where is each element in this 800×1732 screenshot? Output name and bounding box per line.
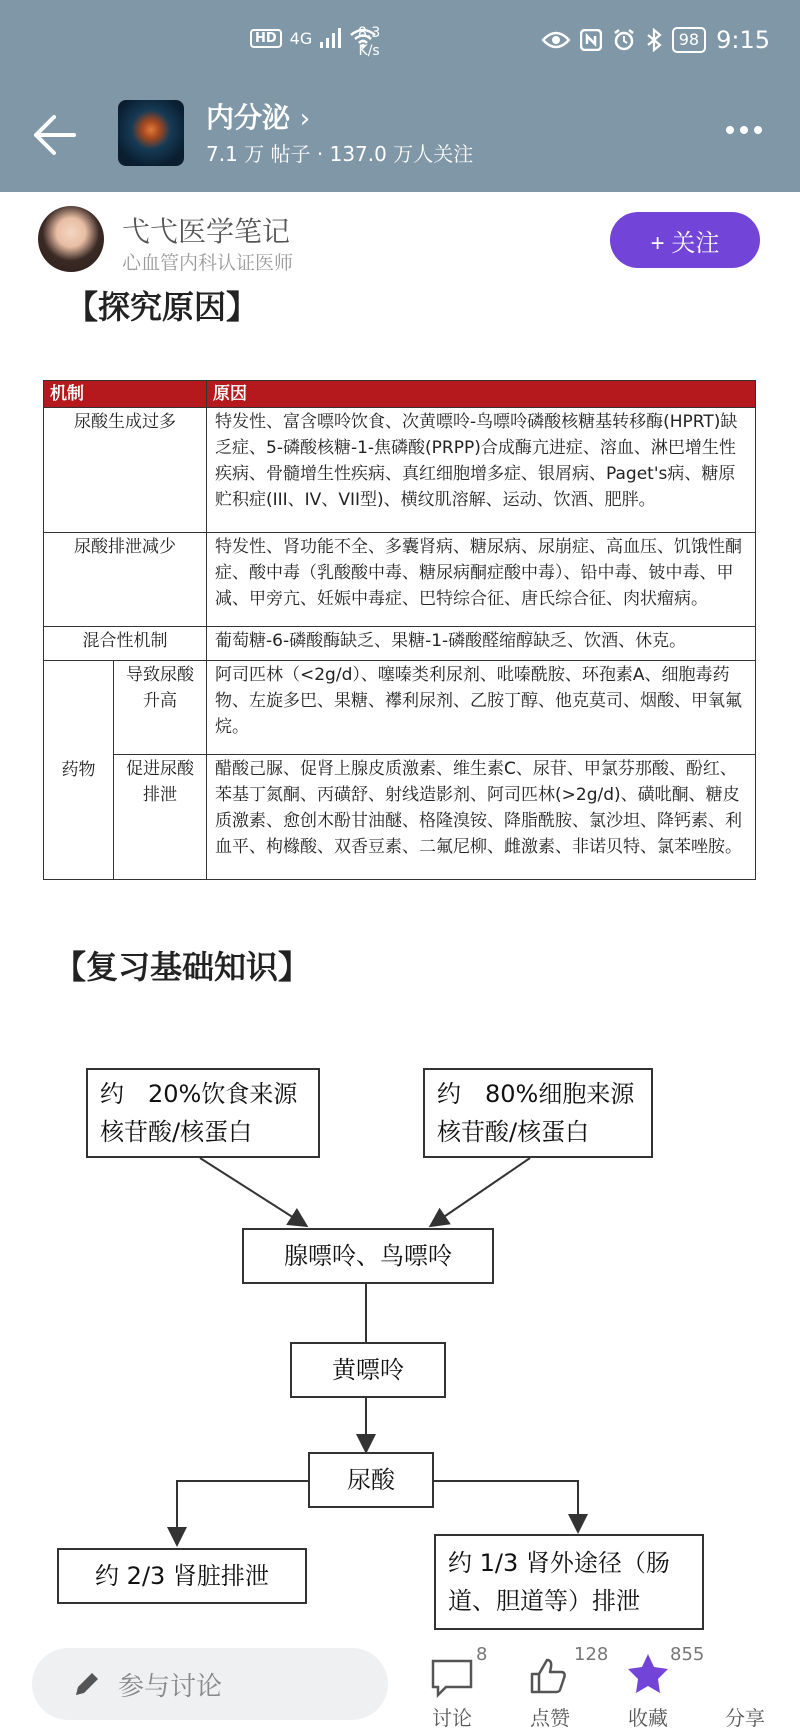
table-row	[44, 627, 756, 661]
meta-separator: ·	[316, 142, 324, 166]
top-header	[0, 0, 800, 192]
favorite-label: 收藏	[628, 1706, 668, 1730]
like-button[interactable]	[510, 1642, 609, 1732]
table-cell-mechanism: 尿酸排泄减少	[44, 532, 207, 626]
like-label: 点赞	[530, 1706, 570, 1730]
cell-source-box: 约 80%细胞来源 核苷酸/核蛋白	[423, 1068, 653, 1158]
table-header-cause: 原因	[207, 381, 756, 408]
status-bar	[0, 0, 800, 90]
forum-stats	[206, 138, 473, 167]
hd-badge: HD	[250, 29, 282, 48]
comment-input[interactable]	[32, 1648, 388, 1720]
discuss-count: 8	[476, 1644, 488, 1665]
bottom-action-bar	[0, 1632, 800, 1732]
pencil-icon	[72, 1669, 102, 1699]
favorite-count: 855	[670, 1644, 705, 1665]
like-count: 128	[574, 1644, 609, 1665]
table-cell-mechanism: 尿酸生成过多	[44, 408, 207, 533]
forum-post-count: 7.1 万 帖子	[206, 142, 311, 166]
author-name[interactable]: 弋弋医学笔记	[122, 215, 291, 248]
table-cell-cause: 特发性、富含嘌呤饮食、次黄嘌呤-鸟嘌呤磷酸核糖基转移酶(HPRT)缺乏症、5-磷酸核糖-1-焦磷酸(PRPP)合成酶亢进症、溶血、淋巴增生性疾病、骨髓增生性疾病、真红细胞增多症、银屑病、Paget's病、糖原贮积症(III、IV、VII型)、横纹肌溶解、运动、饮酒、肥胖。	[207, 408, 756, 533]
purines-box: 腺嘌呤、鸟嘌呤	[242, 1228, 494, 1284]
bluetooth-icon	[646, 28, 662, 52]
forum-nav	[0, 90, 800, 190]
table-cell-mechanism: 混合性机制	[44, 627, 207, 661]
favorite-button[interactable]	[608, 1642, 705, 1732]
battery-indicator: 98	[672, 27, 706, 53]
table-cell-cause: 阿司匹林（<2g/d）、噻嗪类利尿剂、吡嗪酰胺、环孢素A、细胞毒药物、左旋多巴、果糖、襻利尿剂、乙胺丁醇、他克莫司、烟酸、甲氧氟烷。	[207, 660, 756, 754]
back-arrow-icon[interactable]	[30, 112, 80, 158]
author-avatar[interactable]	[38, 206, 104, 272]
table-cell-sub: 导致尿酸升高	[114, 660, 207, 754]
follow-button[interactable]: + 关注	[610, 212, 760, 268]
chevron-right-icon: ›	[299, 104, 311, 134]
table-header-row	[44, 381, 756, 408]
discuss-label: 讨论	[432, 1706, 472, 1730]
eye-icon	[542, 30, 570, 50]
table-cell-cause: 特发性、肾功能不全、多囊肾病、糖尿病、尿崩症、高血压、饥饿性酮症、酸中毒（乳酸酸中毒、糖尿病酮症酸中毒）、铅中毒、铍中毒、甲减、甲旁亢、妊娠中毒症、巴特综合征、唐氏综合征、肉状瘤病。	[207, 532, 756, 626]
table-cell-sub: 促进尿酸排泄	[114, 755, 207, 880]
discuss-button[interactable]	[412, 1642, 492, 1732]
table-row	[44, 755, 756, 880]
network-speed	[358, 24, 380, 60]
table-cell-cause: 醋酸己脲、促肾上腺皮质激素、维生素C、尿苷、甲氯芬那酸、酚红、苯基丁氮酮、丙磺舒、射线造影剂、阿司匹林(>2g/d)、磺吡酮、糖皮质激素、愈创木酚甘油醚、格隆溴铵、降脂酰胺、氯沙坦、降钙素、利血平、枸橼酸、双香豆素、二氟尼柳、雌激素、非诺贝特、氯苯唑胺。	[207, 755, 756, 880]
signal-icon	[320, 28, 342, 48]
speed-value: 8.3	[358, 25, 381, 41]
forum-title-text: 内分泌	[206, 101, 291, 134]
comment-icon	[430, 1658, 474, 1698]
comment-placeholder: 参与讨论	[118, 1671, 223, 1702]
table-row	[44, 660, 756, 754]
table-cell-cause: 葡萄糖-6-磷酸酶缺乏、果糖-1-磷酸醛缩醇缺乏、饮酒、休克。	[207, 627, 756, 661]
xanthine-box: 黄嘌呤	[290, 1342, 446, 1398]
table-header-mechanism: 机制	[44, 381, 207, 408]
share-label: 分享	[725, 1706, 765, 1730]
star-icon	[626, 1652, 670, 1696]
nfc-icon	[580, 29, 602, 51]
forum-title[interactable]	[206, 96, 310, 136]
thumbs-up-icon	[528, 1656, 568, 1696]
uric-acid-flowchart	[0, 1040, 800, 1640]
table-cell-drug: 药物	[44, 660, 114, 879]
more-options-icon[interactable]	[724, 124, 764, 136]
uric-acid-box: 尿酸	[308, 1452, 434, 1508]
speed-unit: K/s	[358, 43, 380, 59]
extrarenal-excretion-box: 约 1/3 肾外途径（肠道、胆道等）排泄	[434, 1534, 704, 1630]
table-row	[44, 408, 756, 533]
status-right	[542, 26, 770, 54]
forum-follower-count: 137.0 万人关注	[329, 142, 474, 166]
causes-section-title: 【探究原因】	[66, 288, 259, 326]
diet-source-box: 约 20%饮食来源 核苷酸/核蛋白	[86, 1068, 320, 1158]
kidney-excretion-box: 约 2/3 肾脏排泄	[57, 1548, 307, 1604]
table-row	[44, 532, 756, 626]
author-subtitle: 心血管内科认证医师	[122, 252, 294, 274]
clock: 9:15	[716, 26, 770, 54]
basics-section-title: 【复习基础知识】	[54, 948, 311, 986]
causes-table	[43, 380, 756, 880]
forum-avatar[interactable]	[118, 100, 184, 166]
network-type: 4G	[289, 28, 313, 48]
alarm-icon	[612, 28, 636, 52]
author-row	[0, 192, 800, 282]
share-button[interactable]	[705, 1642, 785, 1732]
